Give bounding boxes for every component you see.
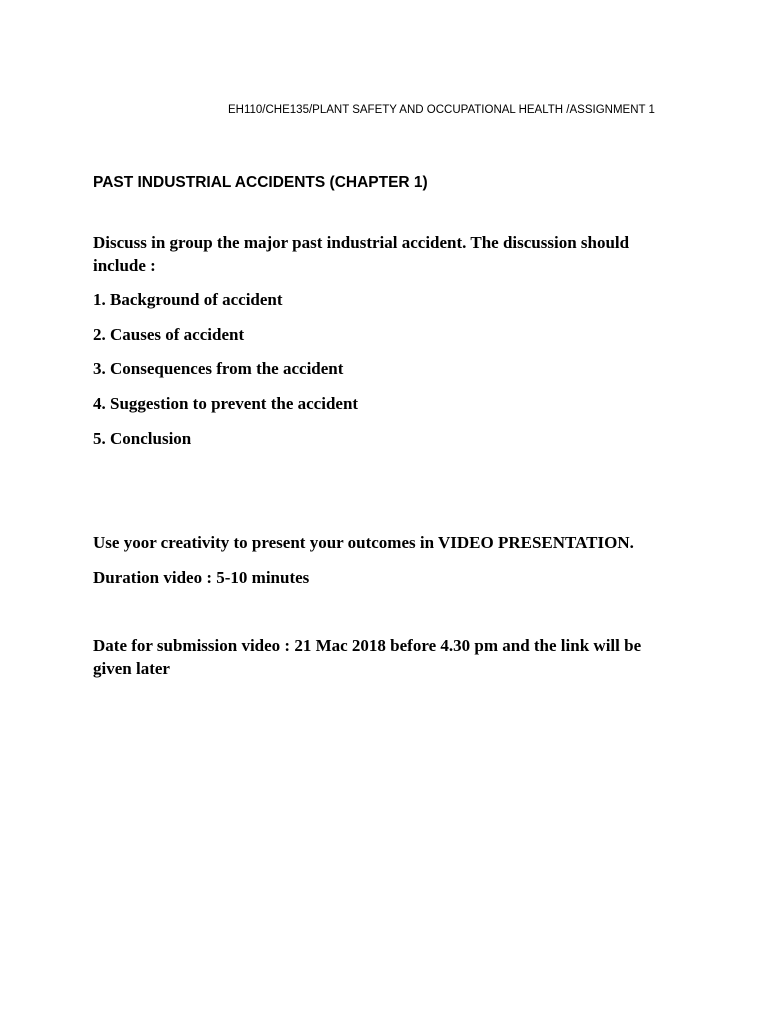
list-item-background: 1. Background of accident [93,290,283,309]
intro-paragraph: Discuss in group the major past industrial accident. The discussion should include : [93,233,630,275]
list-item-conclusion: 5. Conclusion [93,429,192,448]
submission-date: Date for submission video : 21 Mac 2018 before 4.30 pm and the link will be given later [93,636,642,678]
document-title: PAST INDUSTRIAL ACCIDENTS (CHAPTER 1) [93,174,428,191]
list-item-causes: 2. Causes of accident [93,325,245,344]
course-header: EH110/CHE135/PLANT SAFETY AND OCCUPATIONAL HEALTH /ASSIGNMENT 1 [228,104,655,116]
list-item-consequences: 3. Consequences from the accident [93,359,344,378]
list-item-suggestion: 4. Suggestion to prevent the accident [93,394,359,413]
creativity-instruction: Use yoor creativity to present your outcomes in VIDEO PRESENTATION. [93,533,634,552]
duration-line: Duration video : 5-10 minutes [93,568,310,587]
